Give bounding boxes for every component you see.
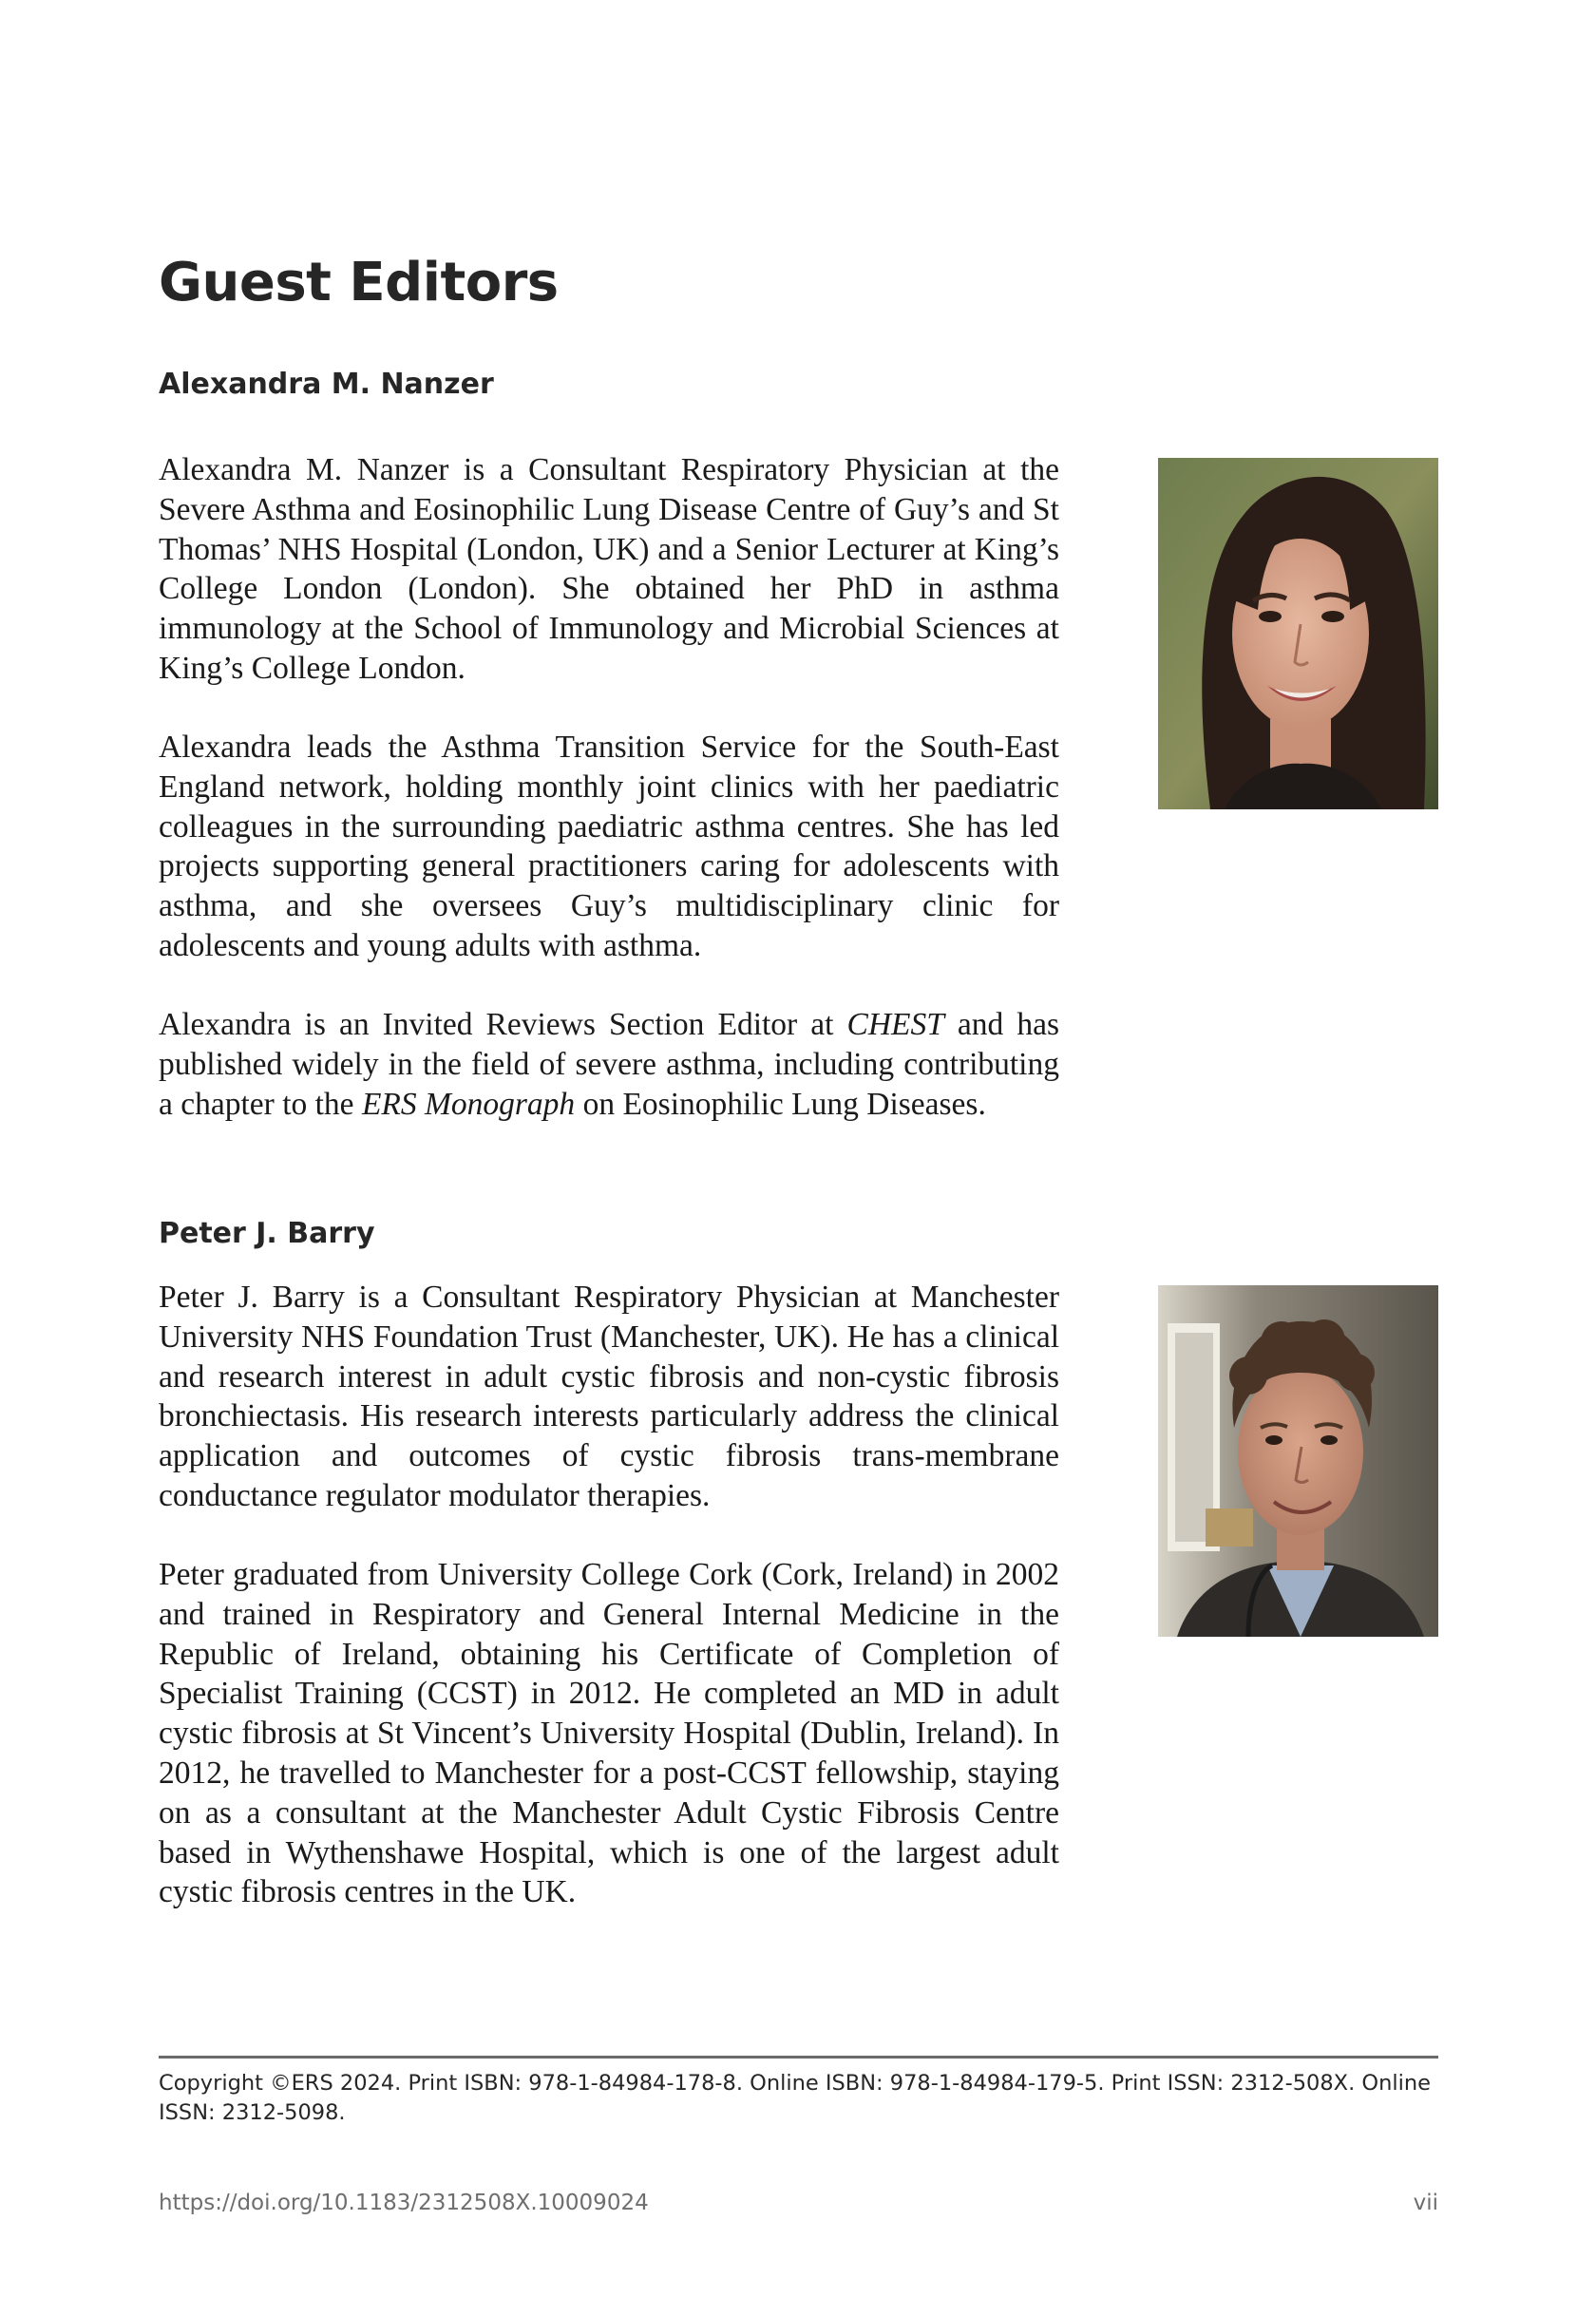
copyright-notice: Copyright ©ERS 2024. Print ISBN: 978-1-84984-178-8. Online ISBN: 978-1-84984-179-5. Print ISSN: 2312-508X. Online ISSN: 2312-5098. bbox=[159, 2071, 1431, 2125]
bio-paragraph: Alexandra M. Nanzer is a Consultant Respiratory Physician at the Severe Asthma and Eosinophilic Lung Disease Centre of Guy’s and St Thomas’ NHS Hospital (London, UK) and a Senior Lecturer at King’s College London (London). She obtained her PhD in asthma immunology at the School of Immunology and Microbial Sciences at King’s College London. bbox=[159, 452, 1059, 686]
bio-paragraph: Peter J. Barry is a Consultant Respiratory Physician at Manchester University NHS Foundation Trust (Manchester, UK). He has a clinical and research interest in adult cystic fibrosis and non-cystic fibrosis bronchiectasis. His research interests particularly address the clinical application and outcomes of cystic fibrosis trans-membrane conductance regulator modulator therapies. bbox=[159, 1280, 1059, 1513]
bio-paragraph: Peter graduated from University College Cork (Cork, Ireland) in 2002 and trained in Respiratory and General Internal Medicine in the Republic of Ireland, obtaining his Certificate of Completion of Specialist Training (CCST) in 2012. He completed an MD in adult cystic fibrosis at St Vincent’s University Hospital (Dublin, Ireland). In 2012, he travelled to Manchester for a post-CCST fellowship, staying on as a consultant at the Manchester Adult Cystic Fibrosis Centre based in Wythenshawe Hospital, which is one of the largest adult cystic fibrosis centres in the UK. bbox=[159, 1557, 1059, 1910]
portrait-photo-woman bbox=[1158, 458, 1438, 809]
monograph-title: ERS Monograph bbox=[361, 1086, 576, 1122]
journal-title: CHEST bbox=[846, 1007, 944, 1042]
footer-divider bbox=[159, 2056, 1438, 2059]
portrait-photo-man bbox=[1158, 1285, 1438, 1637]
editor-name: Alexandra M. Nanzer bbox=[159, 368, 494, 401]
bio-text: on Eosinophilic Lung Diseases. bbox=[575, 1086, 986, 1122]
bio-text: Alexandra is an Invited Reviews Section Editor at bbox=[159, 1007, 847, 1042]
bio-paragraph bbox=[159, 1005, 1059, 1124]
editor-name: Peter J. Barry bbox=[159, 1217, 375, 1250]
doi-link[interactable]: https://doi.org/10.1183/2312508X.10009024 bbox=[159, 2191, 649, 2215]
page-title: Guest Editors bbox=[159, 252, 559, 313]
bio-paragraph: Alexandra leads the Asthma Transition Service for the South-East England network, holding monthly joint clinics with her paediatric colleagues in the surrounding paediatric asthma centres. She has led projects supporting general practitioners caring for adolescents with asthma, and she oversees Guy’s multidisciplinary clinic for adolescents and young adults with asthma. bbox=[159, 730, 1059, 963]
page-number: vii bbox=[1413, 2191, 1438, 2215]
bio-text: and has published widely in the field of severe asthma, including contributing a chapter to the bbox=[159, 1007, 1059, 1122]
